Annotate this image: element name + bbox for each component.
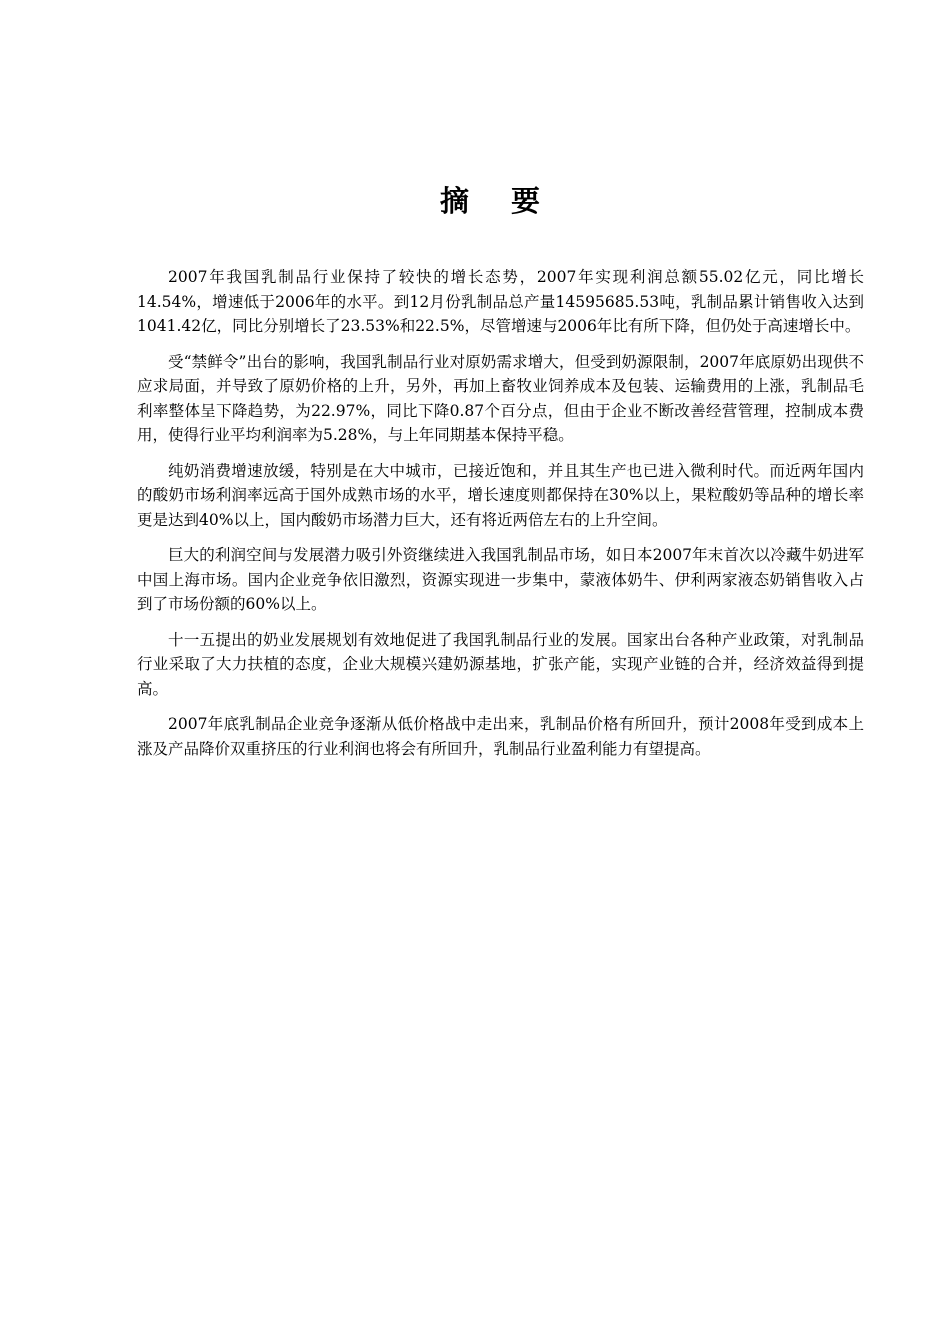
paragraph: 巨大的利润空间与发展潜力吸引外资继续进入我国乳制品市场，如日本2007年末首次以冷藏牛奶进军中国上海市场。国内企业竞争依旧激烈，资源实现进一步集中，蒙液体奶牛、伊利两家液态奶销售收入占到了市场份额的60%以上。: [137, 546, 864, 613]
paragraph: 受“禁鲜令”出台的影响，我国乳制品行业对原奶需求增大，但受到奶源限制，2007年底原奶出现供不应求局面，并导致了原奶价格的上升，另外，再加上畜牧业饲养成本及包装、运输费用的上涨，乳制品毛利率整体呈下降趋势，为22.97%，同比下降0.87个百分点，但由于企业不断改善经营管理，控制成本费用，使得行业平均利润率为5.28%，与上年同期基本保持平稳。: [137, 352, 864, 444]
paragraph: 十一五提出的奶业发展规划有效地促进了我国乳制品行业的发展。国家出台各种产业政策，对乳制品行业采取了大力扶植的态度，企业大规模兴建奶源基地，扩张产能，实现产业链的合并，经济效益得到提高。: [137, 630, 864, 698]
abstract-body: [137, 265, 864, 772]
paragraph: 2007年我国乳制品行业保持了较快的增长态势，2007年实现利润总额55.02亿元，同比增长14.54%，增速低于2006年的水平。到12月份乳制品总产量14595685.53吨，乳制品累计销售收入达到1041.42亿，同比分别增长了23.53%和22.5%，尽管增速与2006年比有所下降，但仍处于高速增长中。: [137, 268, 864, 335]
paragraph: 2007年底乳制品企业竞争逐渐从低价格战中走出来，乳制品价格有所回升，预计2008年受到成本上涨及产品降价双重挤压的行业利润也将会有所回升，乳制品行业盈利能力有望提高。: [137, 715, 864, 758]
document-title: 摘 要: [439, 184, 557, 218]
paragraph: 纯奶消费增速放缓，特别是在大中城市，已接近饱和，并且其生产也已进入微利时代。而近两年国内的酸奶市场利润率远高于国外成熟市场的水平，增长速度则都保持在30%以上，果粒酸奶等品种的增长率更是达到40%以上，国内酸奶市场潜力巨大，还有将近两倍左右的上升空间。: [137, 461, 864, 529]
